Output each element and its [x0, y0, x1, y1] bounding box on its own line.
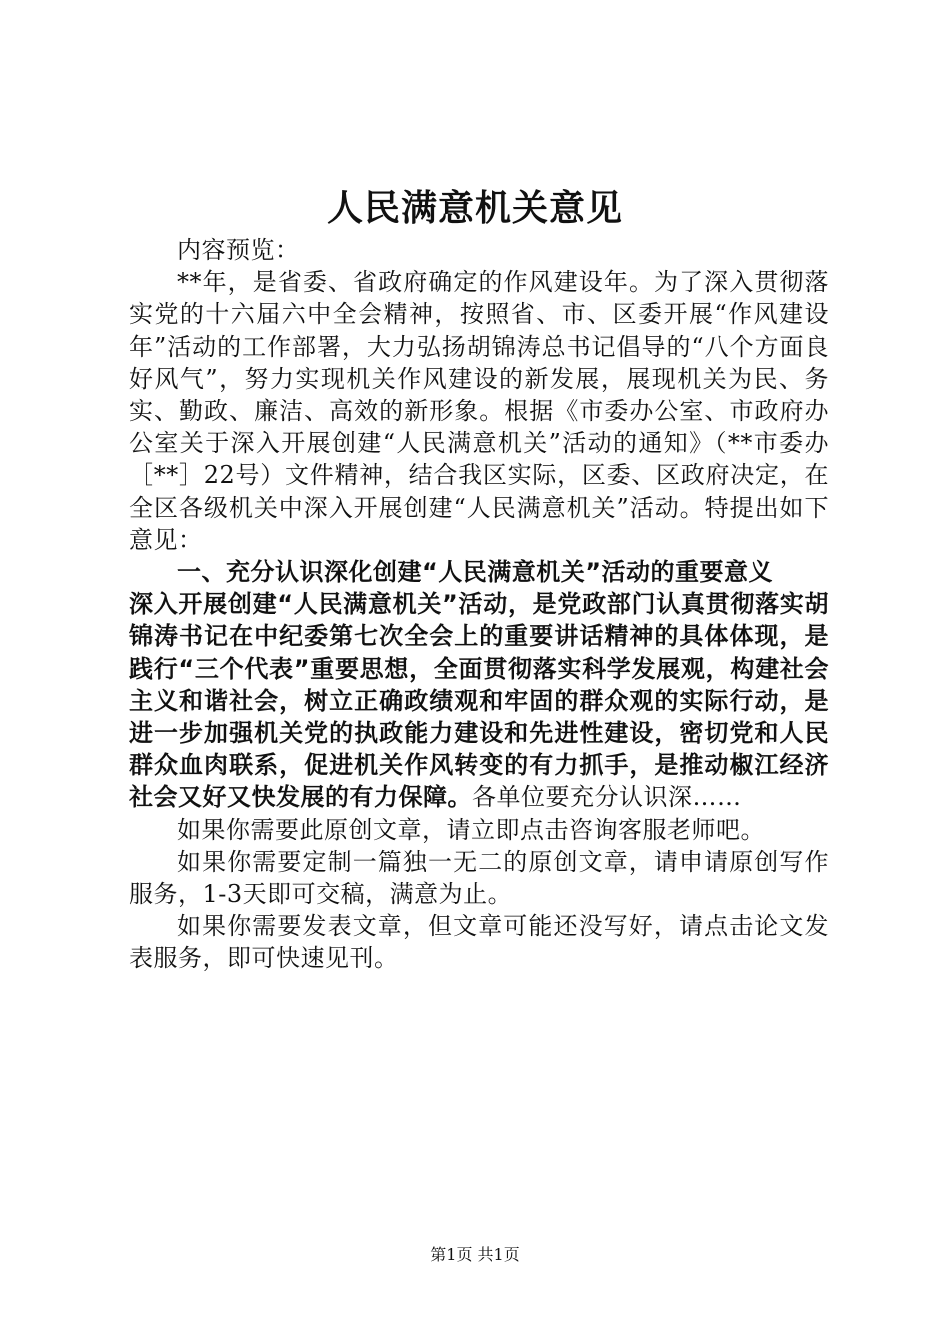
intro-paragraph: **年，是省委、省政府确定的作风建设年。为了深入贯彻落实党的十六届六中全会精神，按照省、市、区委开展“作风建设年”活动的工作部署，大力弘扬胡锦涛总书记倡导的“八个方面良好风气”，努力实现机关作风建设的新发展，展现机关为民、务实、勤政、廉洁、高效的新形象。根据《市委办公室、市政府办公室关于深入开展创建“人民满意机关”活动的通知》（**市委办［**］22号）文件精神，结合我区实际，区委、区政府决定，在全区各级机关中深入开展创建“人民满意机关”活动。特提出如下意见： [129, 268, 829, 554]
notice-consult-link[interactable]: 如果你需要此原创文章，请立即点击咨询客服老师吧。 [177, 815, 765, 844]
document-body [129, 234, 829, 975]
section-body-bold: 深入开展创建“人民满意机关”活动，是党政部门认真贯彻落实胡锦涛书记在中纪委第七次全会上的重要讲话精神的具体体现，是践行“三个代表”重要思想，全面贯彻落实科学发展观，构建社会主义和谐社会，树立正确政绩观和牢固的群众观的实际行动，是进一步加强机关党的执政能力建设和先进性建设，密切党和人民群众血肉联系，促进机关作风转变的有力抓手，是推动椒江经济社会又好又快发展的有力保障。 [129, 590, 829, 812]
notice-custom-writing-link[interactable]: 如果你需要定制一篇独一无二的原创文章，请申请原创写作服务，1-3天即可交稿，满意为止。 [129, 847, 829, 909]
section-body-tail: 各单位要充分认识深…… [472, 783, 742, 812]
notice-publish-link[interactable]: 如果你需要发表文章，但文章可能还没写好，请点击论文发表服务，即可快速见刊。 [129, 912, 829, 973]
page-footer: 第1页 共1页 [430, 1245, 520, 1264]
section-heading: 一、充分认识深化创建“人民满意机关”活动的重要意义 [177, 558, 774, 587]
section-one [129, 556, 829, 814]
section-paragraph [129, 588, 829, 813]
page-title: 人民满意机关意见 [326, 187, 623, 229]
preview-label: 内容预览： [177, 236, 300, 264]
